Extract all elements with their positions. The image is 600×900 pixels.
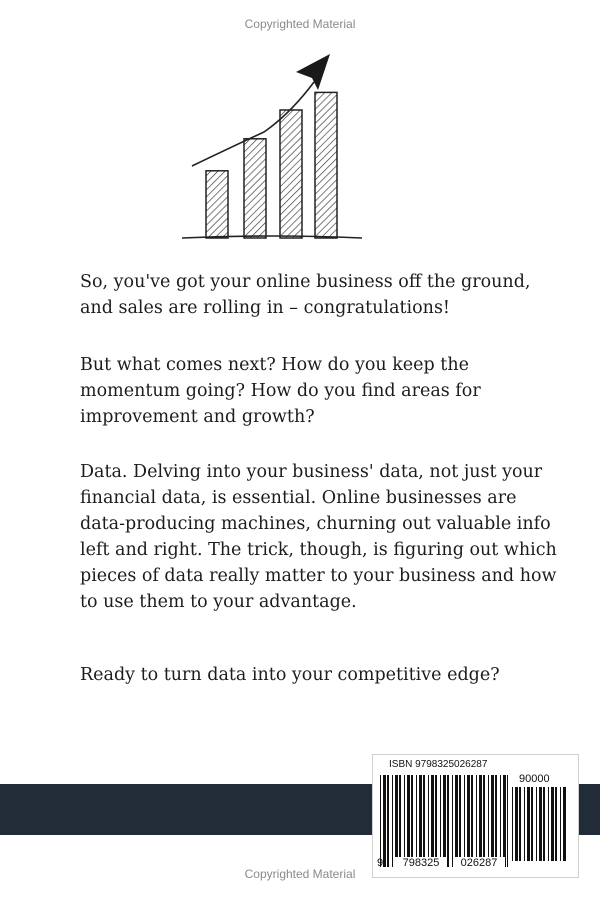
- barcode-digit-lead: 9: [377, 857, 384, 869]
- copyright-watermark-top: Copyrighted Material: [244, 17, 356, 31]
- barcode-digits-group2: 026287: [453, 857, 505, 869]
- ean-barcode-icon: [379, 775, 509, 867]
- barcode-digits-group1: 798325: [395, 857, 447, 869]
- blurb-paragraph-question: But what comes next? How do you keep the momentum going? How do you find areas for improvement and growth?: [80, 355, 481, 427]
- price-code: 90000: [519, 773, 550, 785]
- blurb-paragraph-intro: So, you've got your online business off the ground, and sales are rolling in – congratulations!: [80, 272, 531, 318]
- sketch-bar-3: [280, 110, 302, 238]
- sketch-bar-2: [244, 139, 266, 238]
- blurb-paragraph-closing: Ready to turn data into your competitive edge?: [80, 665, 500, 685]
- sketch-bar-4: [315, 92, 337, 238]
- addon-barcode-icon: [511, 787, 567, 861]
- isbn-label: ISBN 9798325026287: [389, 759, 488, 770]
- sketch-bar-1: [206, 171, 228, 238]
- sketch-growth-bar-chart-icon: [178, 48, 368, 244]
- blurb-paragraph-data: Data. Delving into your business' data, not just your financial data, is essential. Online businesses are data-producing machines, churning out valuable info left and right. The trick, though, is figuring out which pieces of data really matter to your business and how to use them to your advantage.: [80, 462, 557, 612]
- copyright-watermark-bottom: Copyrighted Material: [244, 867, 356, 881]
- isbn-barcode-block: [372, 754, 579, 878]
